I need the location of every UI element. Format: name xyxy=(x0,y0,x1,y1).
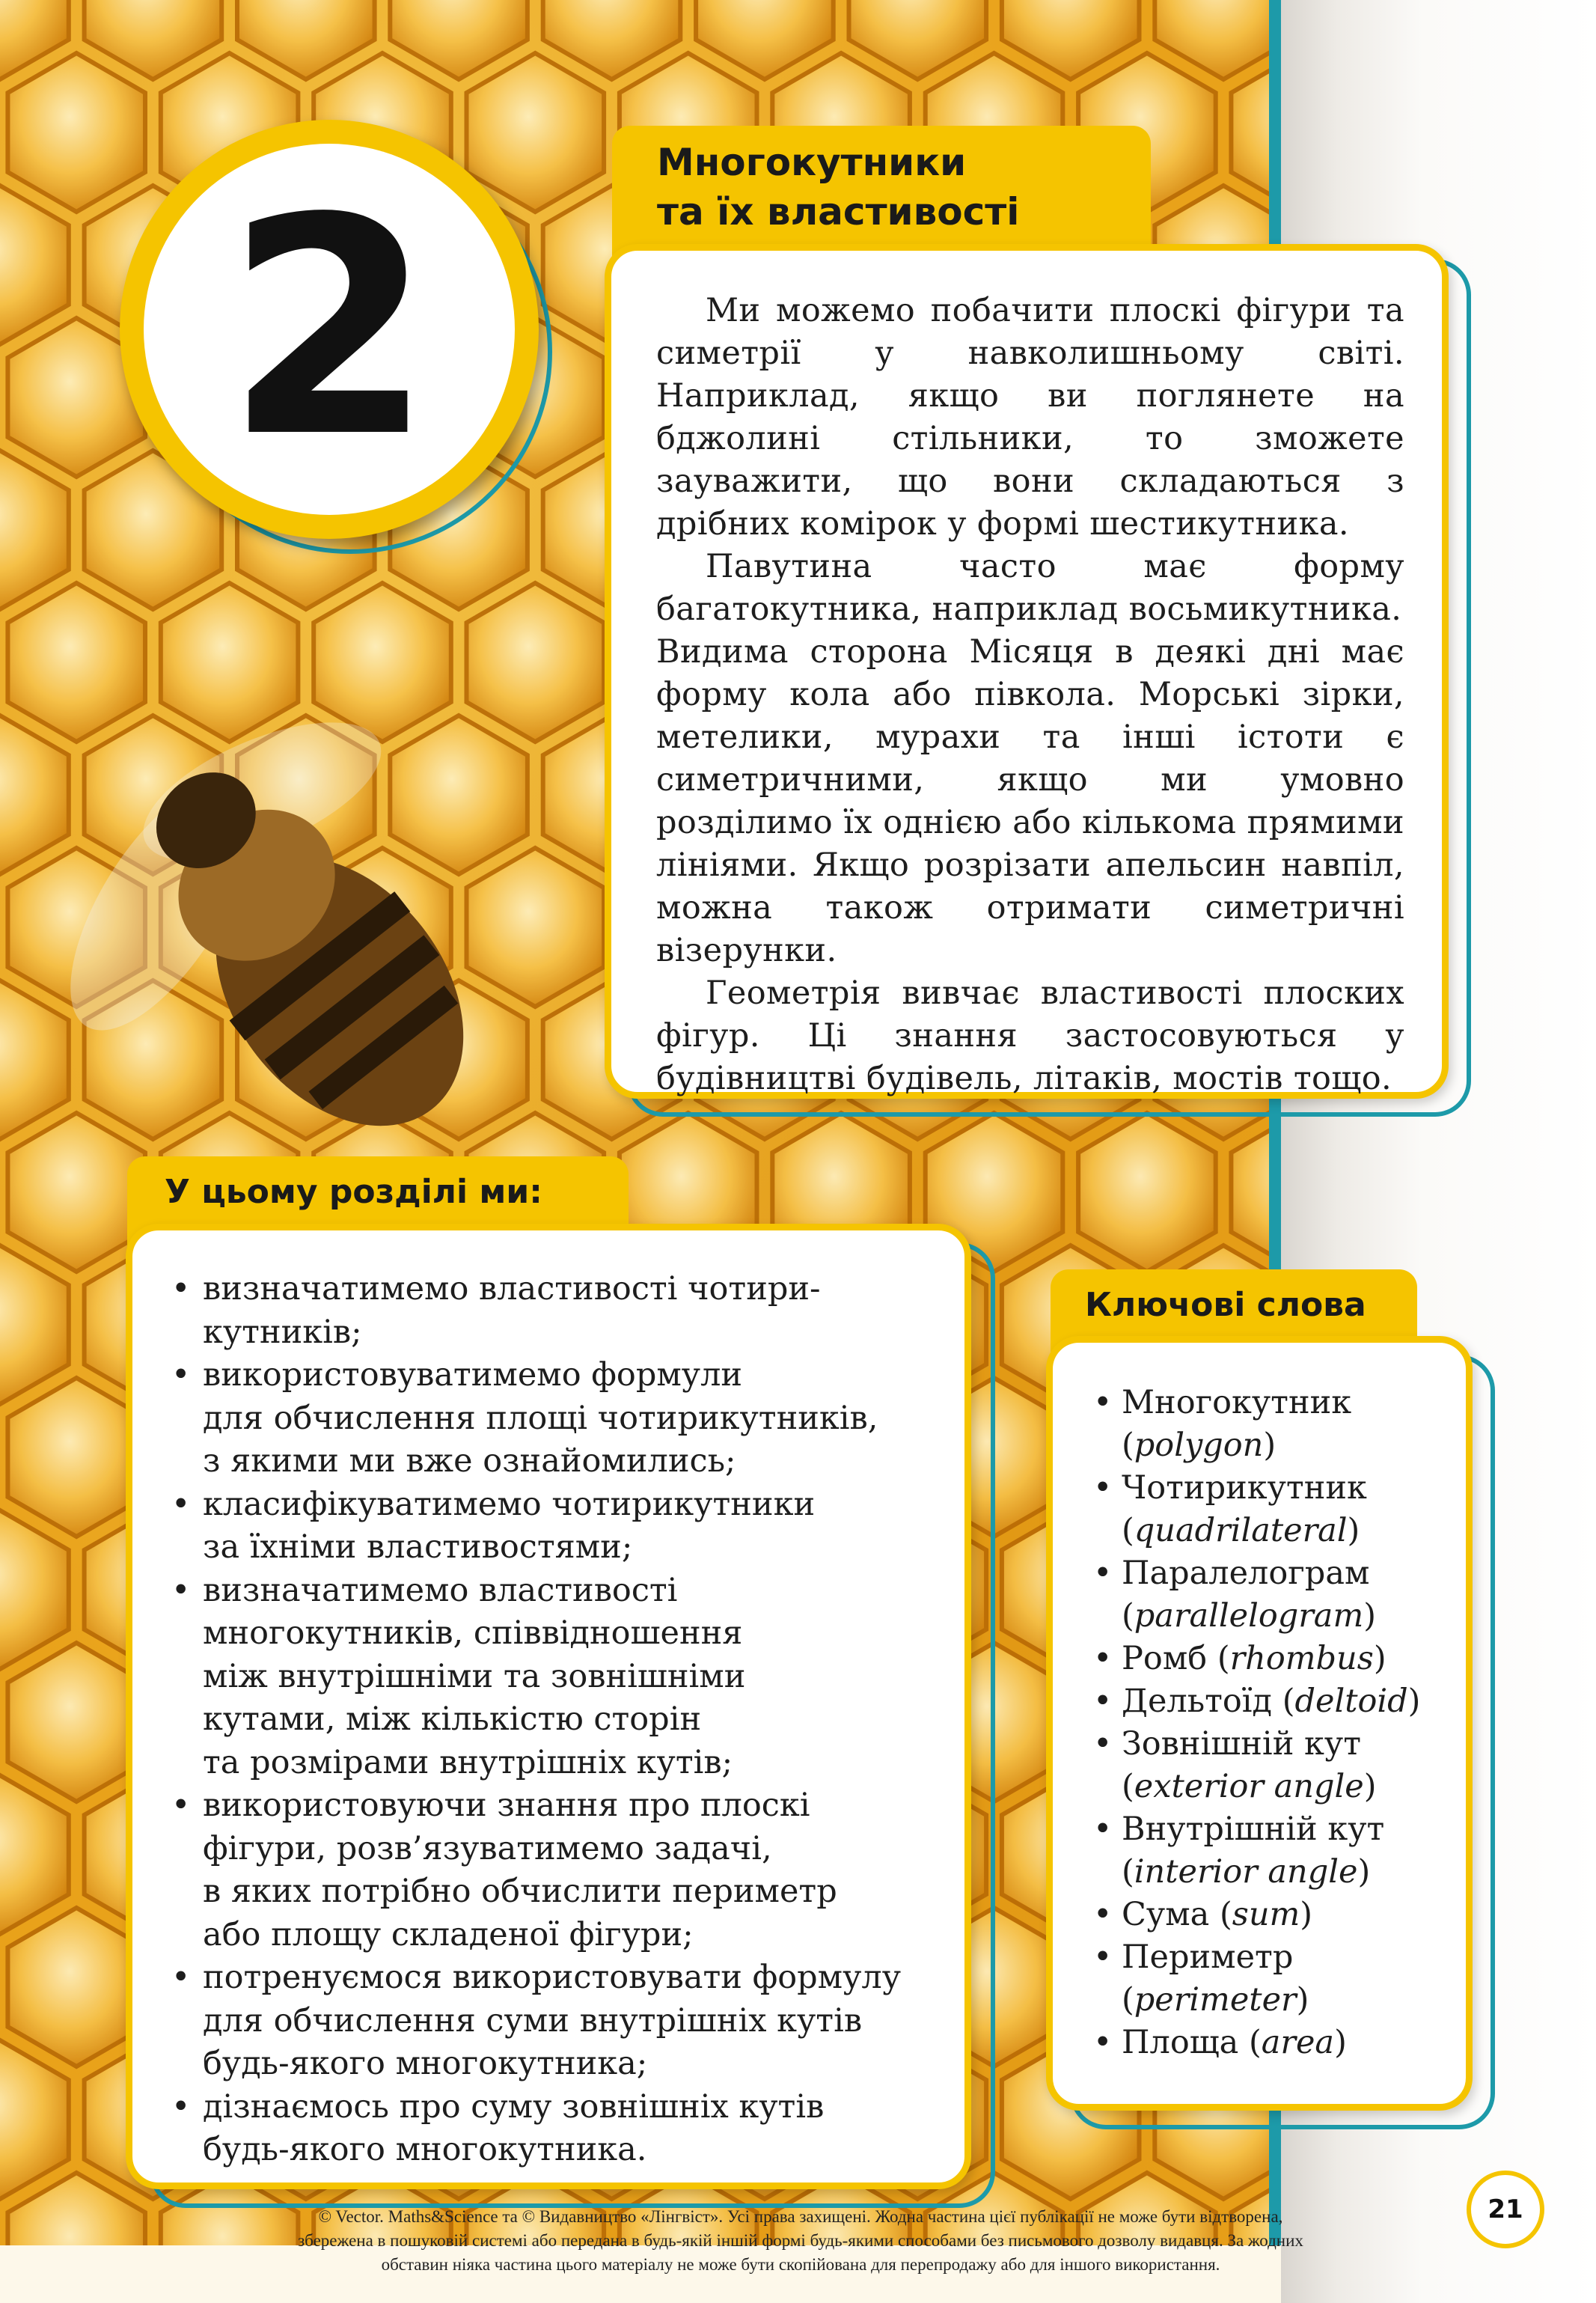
keyword-english: (quadrilateral) xyxy=(1122,1512,1360,1549)
objectives-heading: У цьому розділі ми: xyxy=(127,1156,629,1261)
objective-line: за їхніми властивостями; xyxy=(203,1528,633,1566)
keyword-item xyxy=(1093,1467,1458,1552)
keyword-term: Периметр xyxy=(1122,1939,1294,1976)
intro-paragraph: Ми можемо побачити плоскі фігури та симетрії у навколишньому світі. Наприклад, якщо ви поглянете на бджолині стільники, то зможете зауважити, що вони складаються з дрібних комірок у формі шестикутника. xyxy=(656,292,1404,543)
keyword-english: (area) xyxy=(1249,2024,1347,2061)
intro-paragraph: Геометрія вивчає властивості плоских фігур. Ці знання застосовуються у будівництві будівель, літаків, мостів тощо. xyxy=(656,974,1404,1097)
objective-item xyxy=(171,1570,942,1785)
keyword-english: (sum) xyxy=(1219,1896,1313,1933)
keyword-english-text: rhombus xyxy=(1229,1640,1374,1677)
keyword-english: (deltoid) xyxy=(1282,1683,1421,1720)
keyword-item xyxy=(1093,1808,1458,1894)
objective-item xyxy=(171,1784,942,1956)
keywords-heading: Ключові слова xyxy=(1051,1269,1417,1359)
keyword-english: (parallelogram) xyxy=(1122,1597,1377,1635)
objectives-box xyxy=(126,1224,971,2189)
bullet-mark: • xyxy=(1093,1384,1113,1421)
keyword-english-text: quadrilateral xyxy=(1134,1512,1348,1549)
copyright-line: обставин ніяка частина цього матеріалу не може бути скопійована для перепродажу або для іншого використання. xyxy=(381,2255,1220,2274)
bullet-mark: • xyxy=(1093,1939,1113,1976)
keyword-item xyxy=(1093,1552,1458,1638)
bullet-mark: • xyxy=(1093,1469,1113,1507)
bullet-mark: • xyxy=(171,2087,191,2126)
objective-item xyxy=(171,1354,942,1483)
bullet-mark: • xyxy=(171,1356,191,1394)
keyword-term: Дельтоїд xyxy=(1122,1683,1273,1720)
bullet-mark: • xyxy=(1093,1811,1113,1848)
keyword-item xyxy=(1093,1680,1458,1723)
intro-text-box xyxy=(605,244,1449,1099)
objective-item xyxy=(171,1483,942,1570)
keyword-term: Многокутник xyxy=(1122,1384,1352,1421)
objective-line: визначатимемо властивості xyxy=(203,1571,678,1609)
objective-line: многокутників, співвідношення xyxy=(203,1614,743,1652)
keyword-english: (polygon) xyxy=(1122,1427,1277,1464)
chapter-title-line-1: Многокутники xyxy=(657,141,967,184)
bullet-mark: • xyxy=(171,1270,191,1308)
objective-item xyxy=(171,1268,942,1354)
objective-item xyxy=(171,1956,942,2086)
keyword-english-text: perimeter xyxy=(1134,1981,1297,2019)
copyright-line: збережена в пошуковій системі або передана в будь-якій іншій формі будь-якими способами без письмового дозволу видавця. За жодних xyxy=(298,2231,1303,2250)
bullet-mark: • xyxy=(171,1485,191,1523)
keyword-term: Площа xyxy=(1122,2024,1239,2061)
keyword-english-text: area xyxy=(1261,2024,1335,2061)
objective-line: фігури, розв’язуватимемо задачі, xyxy=(203,1829,772,1867)
objective-line: для обчислення суми внутрішніх кутів xyxy=(203,2001,863,2040)
bullet-mark: • xyxy=(1093,1640,1113,1677)
bullet-mark: • xyxy=(171,1959,191,1996)
objective-line: використовуватимемо формули xyxy=(203,1356,743,1394)
intro-paragraph: Павутина часто має форму багатокутника, наприклад восьмикутника. xyxy=(656,548,1404,628)
bullet-mark: • xyxy=(1093,1683,1113,1720)
keyword-item xyxy=(1093,1894,1458,1936)
keywords-box xyxy=(1046,1336,1473,2111)
keyword-item xyxy=(1093,1382,1458,1467)
keyword-term: Паралелограм xyxy=(1122,1555,1370,1592)
bullet-mark: • xyxy=(1093,1555,1113,1592)
keywords-list xyxy=(1093,1382,1458,2064)
bullet-mark: • xyxy=(171,1571,191,1609)
keyword-english: (rhombus) xyxy=(1217,1640,1386,1677)
keyword-english-text: deltoid xyxy=(1294,1683,1408,1720)
chapter-number: 2 xyxy=(224,155,434,503)
objective-line: кутників; xyxy=(203,1313,362,1351)
intro-paragraph: Видима сторона Місяця в деякі дні має форму кола або півкола. Морські зірки, метелики, мурахи та інші істоти є симетричними, якщо ми умовно розділимо їх однією або кількома прямими лініями. Якщо розрізати апельсин навпіл, можна також отримати симетричні візерунки. xyxy=(656,633,1404,969)
copyright-line: © Vector. Maths&Science та © Видавництво «Лінгвіст». Усі права захищені. Жодна частина цієї публікації не може бути відтворена, xyxy=(318,2207,1283,2226)
keyword-item xyxy=(1093,2022,1458,2064)
objective-line: визначатимемо властивості чотири- xyxy=(203,1270,821,1308)
keyword-english-text: interior angle xyxy=(1134,1853,1358,1891)
keyword-term: Чотирикутник xyxy=(1122,1469,1367,1507)
keyword-item xyxy=(1093,1723,1458,1808)
objective-line: з якими ми вже ознайомились; xyxy=(203,1442,736,1480)
objective-item xyxy=(171,2086,942,2172)
keyword-item xyxy=(1093,1936,1458,2022)
keyword-english-text: parallelogram xyxy=(1134,1597,1364,1635)
objective-line: в яких потрібно обчислити периметр xyxy=(203,1873,837,1910)
objective-line: потренуємося використовувати формулу xyxy=(203,1959,902,1996)
objective-line: кутами, між кількістю сторін xyxy=(203,1700,702,1738)
copyright-notice xyxy=(97,2205,1504,2277)
objective-line: використовуючи знання про плоскі xyxy=(203,1787,810,1824)
keyword-english: (exterior angle) xyxy=(1122,1768,1377,1805)
keyword-english-text: exterior angle xyxy=(1134,1768,1364,1805)
objective-line: або площу складеної фігури; xyxy=(203,1915,694,1953)
objective-line: будь-якого многокутника. xyxy=(203,2131,647,2168)
bullet-mark: • xyxy=(1093,2024,1113,2061)
bullet-mark: • xyxy=(1093,1725,1113,1763)
objective-line: будь-якого многокутника; xyxy=(203,2045,648,2082)
keyword-term: Сума xyxy=(1122,1896,1210,1933)
keyword-english: (interior angle) xyxy=(1122,1853,1371,1891)
keyword-term: Зовнішній кут xyxy=(1122,1725,1361,1763)
keyword-english-text: sum xyxy=(1232,1896,1300,1933)
objective-line: між внутрішніми та зовнішніми xyxy=(203,1657,746,1695)
keyword-term: Внутрішній кут xyxy=(1122,1811,1385,1848)
objective-line: та розмірами внутрішніх кутів; xyxy=(203,1743,733,1781)
objectives-list xyxy=(171,1268,942,2172)
keyword-english: (perimeter) xyxy=(1122,1981,1309,2019)
chapter-title-line-2: та їх властивості xyxy=(657,190,1020,234)
keyword-item xyxy=(1093,1638,1458,1680)
page-number: 21 xyxy=(1467,2171,1544,2248)
keyword-term: Ромб xyxy=(1122,1640,1208,1677)
objective-line: класифікуватимемо чотирикутники xyxy=(203,1485,816,1523)
keyword-english-text: polygon xyxy=(1134,1427,1264,1464)
objective-line: дізнаємось про суму зовнішніх кутів xyxy=(203,2087,825,2126)
bullet-mark: • xyxy=(171,1787,191,1824)
bullet-mark: • xyxy=(1093,1896,1113,1933)
objective-line: для обчислення площі чотирикутників, xyxy=(203,1399,878,1437)
